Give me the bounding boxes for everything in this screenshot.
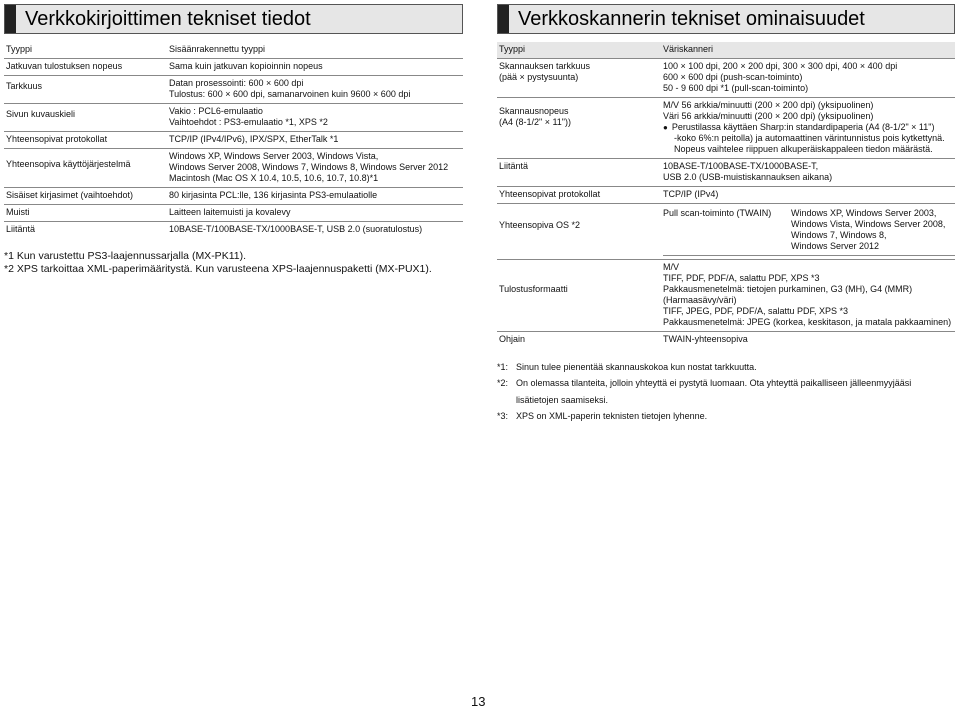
value-line: 10BASE-T/100BASE-TX/1000BASE-T, <box>663 161 819 171</box>
row-value <box>169 188 463 205</box>
value-line: Pakkausmenetelmä: JPEG (korkea, keskitason, ja matala pakkaaminen) <box>663 317 952 327</box>
key-line: Skannauksen tarkkuus <box>499 61 591 71</box>
value-line: Windows XP, Windows Server 2003, Windows Vista, <box>169 151 379 161</box>
os-sub-value <box>791 206 955 256</box>
value-line: Vakio : PCL6-emulaatio <box>169 106 263 116</box>
scanner-note-2 <box>497 378 955 406</box>
row-key: Yhteensopiva OS *2 <box>497 204 663 260</box>
value-line: Windows 7, Windows 8, <box>791 230 887 240</box>
table-row <box>4 188 463 205</box>
value-line: 80 kirjasinta PCL:lle, 136 kirjasinta PS3-emulaatiolle <box>169 190 378 200</box>
note-mark: *1: <box>497 362 509 372</box>
row-value <box>169 132 463 149</box>
row-key: Ohjain <box>499 334 526 344</box>
note-text <box>516 411 707 422</box>
printer-spec-section <box>4 4 463 276</box>
row-value: Väriskanneri <box>663 42 955 59</box>
row-value <box>663 98 955 159</box>
row-key <box>497 59 663 98</box>
scanner-note-1 <box>497 362 955 373</box>
note-mark: *2: <box>497 378 509 388</box>
table-row <box>497 98 955 159</box>
note-line: Sinun tulee pienentää skannauskokoa kun nostat tarkkuutta. <box>516 362 757 372</box>
table-row <box>497 42 955 59</box>
table-row <box>497 204 955 260</box>
value-line: Macintosh (Mac OS X 10.4, 10.5, 10.6, 10.7, 10.8)*1 <box>169 173 379 183</box>
row-value: TCP/IP (IPv4) <box>663 187 955 204</box>
value-line: Vaihtoehdot : PS3-emulaatio *1, XPS *2 <box>169 117 328 127</box>
table-row <box>4 205 463 222</box>
table-row <box>497 332 955 349</box>
row-key: Yhteensopivat protokollat <box>4 132 169 149</box>
row-value <box>663 260 955 332</box>
os-sub-label: Pull scan-toiminto (TWAIN) <box>663 206 791 256</box>
table-row <box>4 76 463 104</box>
value-line: Windows XP, Windows Server 2003, <box>791 208 937 218</box>
scanner-spec-title: Verkkoskannerin tekniset ominaisuudet <box>518 8 865 30</box>
value-line: 50 - 9 600 dpi *1 (pull-scan-toiminto) <box>663 83 809 93</box>
value-line: Sisäänrakennettu tyyppi <box>169 44 266 54</box>
printer-notes <box>4 250 463 276</box>
table-row <box>4 132 463 149</box>
row-key: Tyyppi <box>4 42 169 59</box>
row-value: TWAIN-yhteensopiva <box>663 334 748 344</box>
table-row <box>497 260 955 332</box>
scanner-notes <box>497 362 955 422</box>
row-value <box>663 159 955 187</box>
table-row <box>4 59 463 76</box>
printer-spec-table <box>4 42 463 238</box>
note-text <box>516 362 757 373</box>
row-key <box>497 98 663 159</box>
table-row <box>4 42 463 59</box>
printer-note-1: *1 Kun varustettu PS3-laajennussarjalla (MX-PK11). <box>4 250 247 262</box>
os-subtable <box>663 206 955 256</box>
value-line: TCP/IP (IPv4/IPv6), IPX/SPX, EtherTalk *1 <box>169 134 339 144</box>
row-key: Liitäntä <box>497 159 663 187</box>
scanner-spec-section <box>497 4 955 427</box>
row-key: Yhteensopivat protokollat <box>497 187 663 204</box>
value-line: Laitteen laitemuisti ja kovalevy <box>169 207 291 217</box>
value-line: Windows Server 2012 <box>791 241 880 251</box>
row-value <box>169 149 463 188</box>
value-line: -koko 6%:n peitolla) ja automaattinen värintunnistus pois kytkettynä. <box>674 133 945 143</box>
bullet-line: ● Perustilassa käyttäen Sharp:in standardipaperia (A4 (8-1/2" × 11") <box>663 122 955 133</box>
row-value <box>663 59 955 98</box>
key-line: Skannausnopeus <box>499 106 569 116</box>
row-key: Liitäntä <box>6 224 36 234</box>
table-row <box>4 149 463 188</box>
note-mark: *3: <box>497 411 509 421</box>
note-text <box>516 378 911 406</box>
table-row <box>4 222 463 239</box>
value-line: Sama kuin jatkuvan kopioinnin nopeus <box>169 61 323 71</box>
scanner-spec-header <box>497 4 955 34</box>
row-value <box>169 222 463 239</box>
row-key: Tulostusformaatti <box>497 260 663 332</box>
printer-note-2: *2 XPS tarkoittaa XML-paperimääritystä. Kun varusteena XPS-laajennuspaketti (MX-PUX1). <box>4 263 432 275</box>
note-line: On olemassa tilanteita, jolloin yhteyttä ei pystytä luomaan. Ota yhteyttä paikalliseen jälleenmyyjääsi <box>516 378 912 388</box>
value-line: 100 × 100 dpi, 200 × 200 dpi, 300 × 300 dpi, 400 × 400 dpi <box>663 61 898 71</box>
row-value <box>663 204 955 260</box>
value-line: Väri 56 arkkia/minuutti (200 × 200 dpi) (yksipuolinen) <box>663 111 874 121</box>
header-accent-bar <box>5 5 16 33</box>
row-value <box>169 59 463 76</box>
value-line: M/V <box>663 262 680 272</box>
scanner-note-3 <box>497 411 955 422</box>
key-line: (A4 (8-1/2" × 11")) <box>499 117 571 127</box>
value-line: Tulostus: 600 × 600 dpi, samanarvoinen kuin 9600 × 600 dpi <box>169 89 411 99</box>
table-row <box>497 59 955 98</box>
value-line: Pakkausmenetelmä: tietojen purkaminen, G3 (MH), G4 (MMR) <box>663 284 913 294</box>
value-line: Windows Server 2008, Windows 7, Windows 8, Windows Server 2012 <box>169 162 449 172</box>
row-key: Sivun kuvauskieli <box>4 104 169 132</box>
key-line: (pää × pystysuunta) <box>499 72 579 82</box>
printer-spec-header <box>4 4 463 34</box>
table-row <box>497 159 955 187</box>
note-line: XPS on XML-paperin teknisten tietojen lyhenne. <box>516 411 708 421</box>
value-line: TIFF, JPEG, PDF, PDF/A, salattu PDF, XPS *3 <box>663 306 849 316</box>
row-key: Tyyppi <box>497 42 663 59</box>
note-line: lisätietojen saamiseksi. <box>516 395 609 405</box>
row-value <box>169 205 463 222</box>
value-line: USB 2.0 (USB-muistiskannauksen aikana) <box>663 172 833 182</box>
header-accent-bar <box>498 5 509 33</box>
table-row <box>497 187 955 204</box>
row-key: Muisti <box>4 205 169 222</box>
row-key: Jatkuvan tulostuksen nopeus <box>4 59 169 76</box>
value-line: Windows Vista, Windows Server 2008, <box>791 219 946 229</box>
row-value <box>169 104 463 132</box>
row-key: Tarkkuus <box>4 76 169 104</box>
value-line: 10BASE-T/100BASE-TX/1000BASE-T, USB 2.0 (suoratulostus) <box>169 224 423 234</box>
value-line: 600 × 600 dpi (push-scan-toiminto) <box>663 72 803 82</box>
row-value <box>169 42 463 59</box>
value-line: Nopeus vaihtelee riippuen alkuperäiskappaleen tiedon määrästä. <box>674 144 933 154</box>
row-value <box>169 76 463 104</box>
row-key: Sisäiset kirjasimet (vaihtoehdot) <box>4 188 169 205</box>
value-line: TIFF, PDF, PDF/A, salattu PDF, XPS *3 <box>663 273 820 283</box>
printer-spec-title: Verkkokirjoittimen tekniset tiedot <box>25 8 311 30</box>
page-number: 13 <box>471 694 486 709</box>
value-line: (Harmaasävy/väri) <box>663 295 737 305</box>
scanner-spec-table <box>497 42 955 348</box>
value-line: Datan prosessointi: 600 × 600 dpi <box>169 78 304 88</box>
row-key: Yhteensopiva käyttöjärjestelmä <box>4 149 169 188</box>
table-row <box>4 104 463 132</box>
value-line: M/V 56 arkkia/minuutti (200 × 200 dpi) (yksipuolinen) <box>663 100 874 110</box>
